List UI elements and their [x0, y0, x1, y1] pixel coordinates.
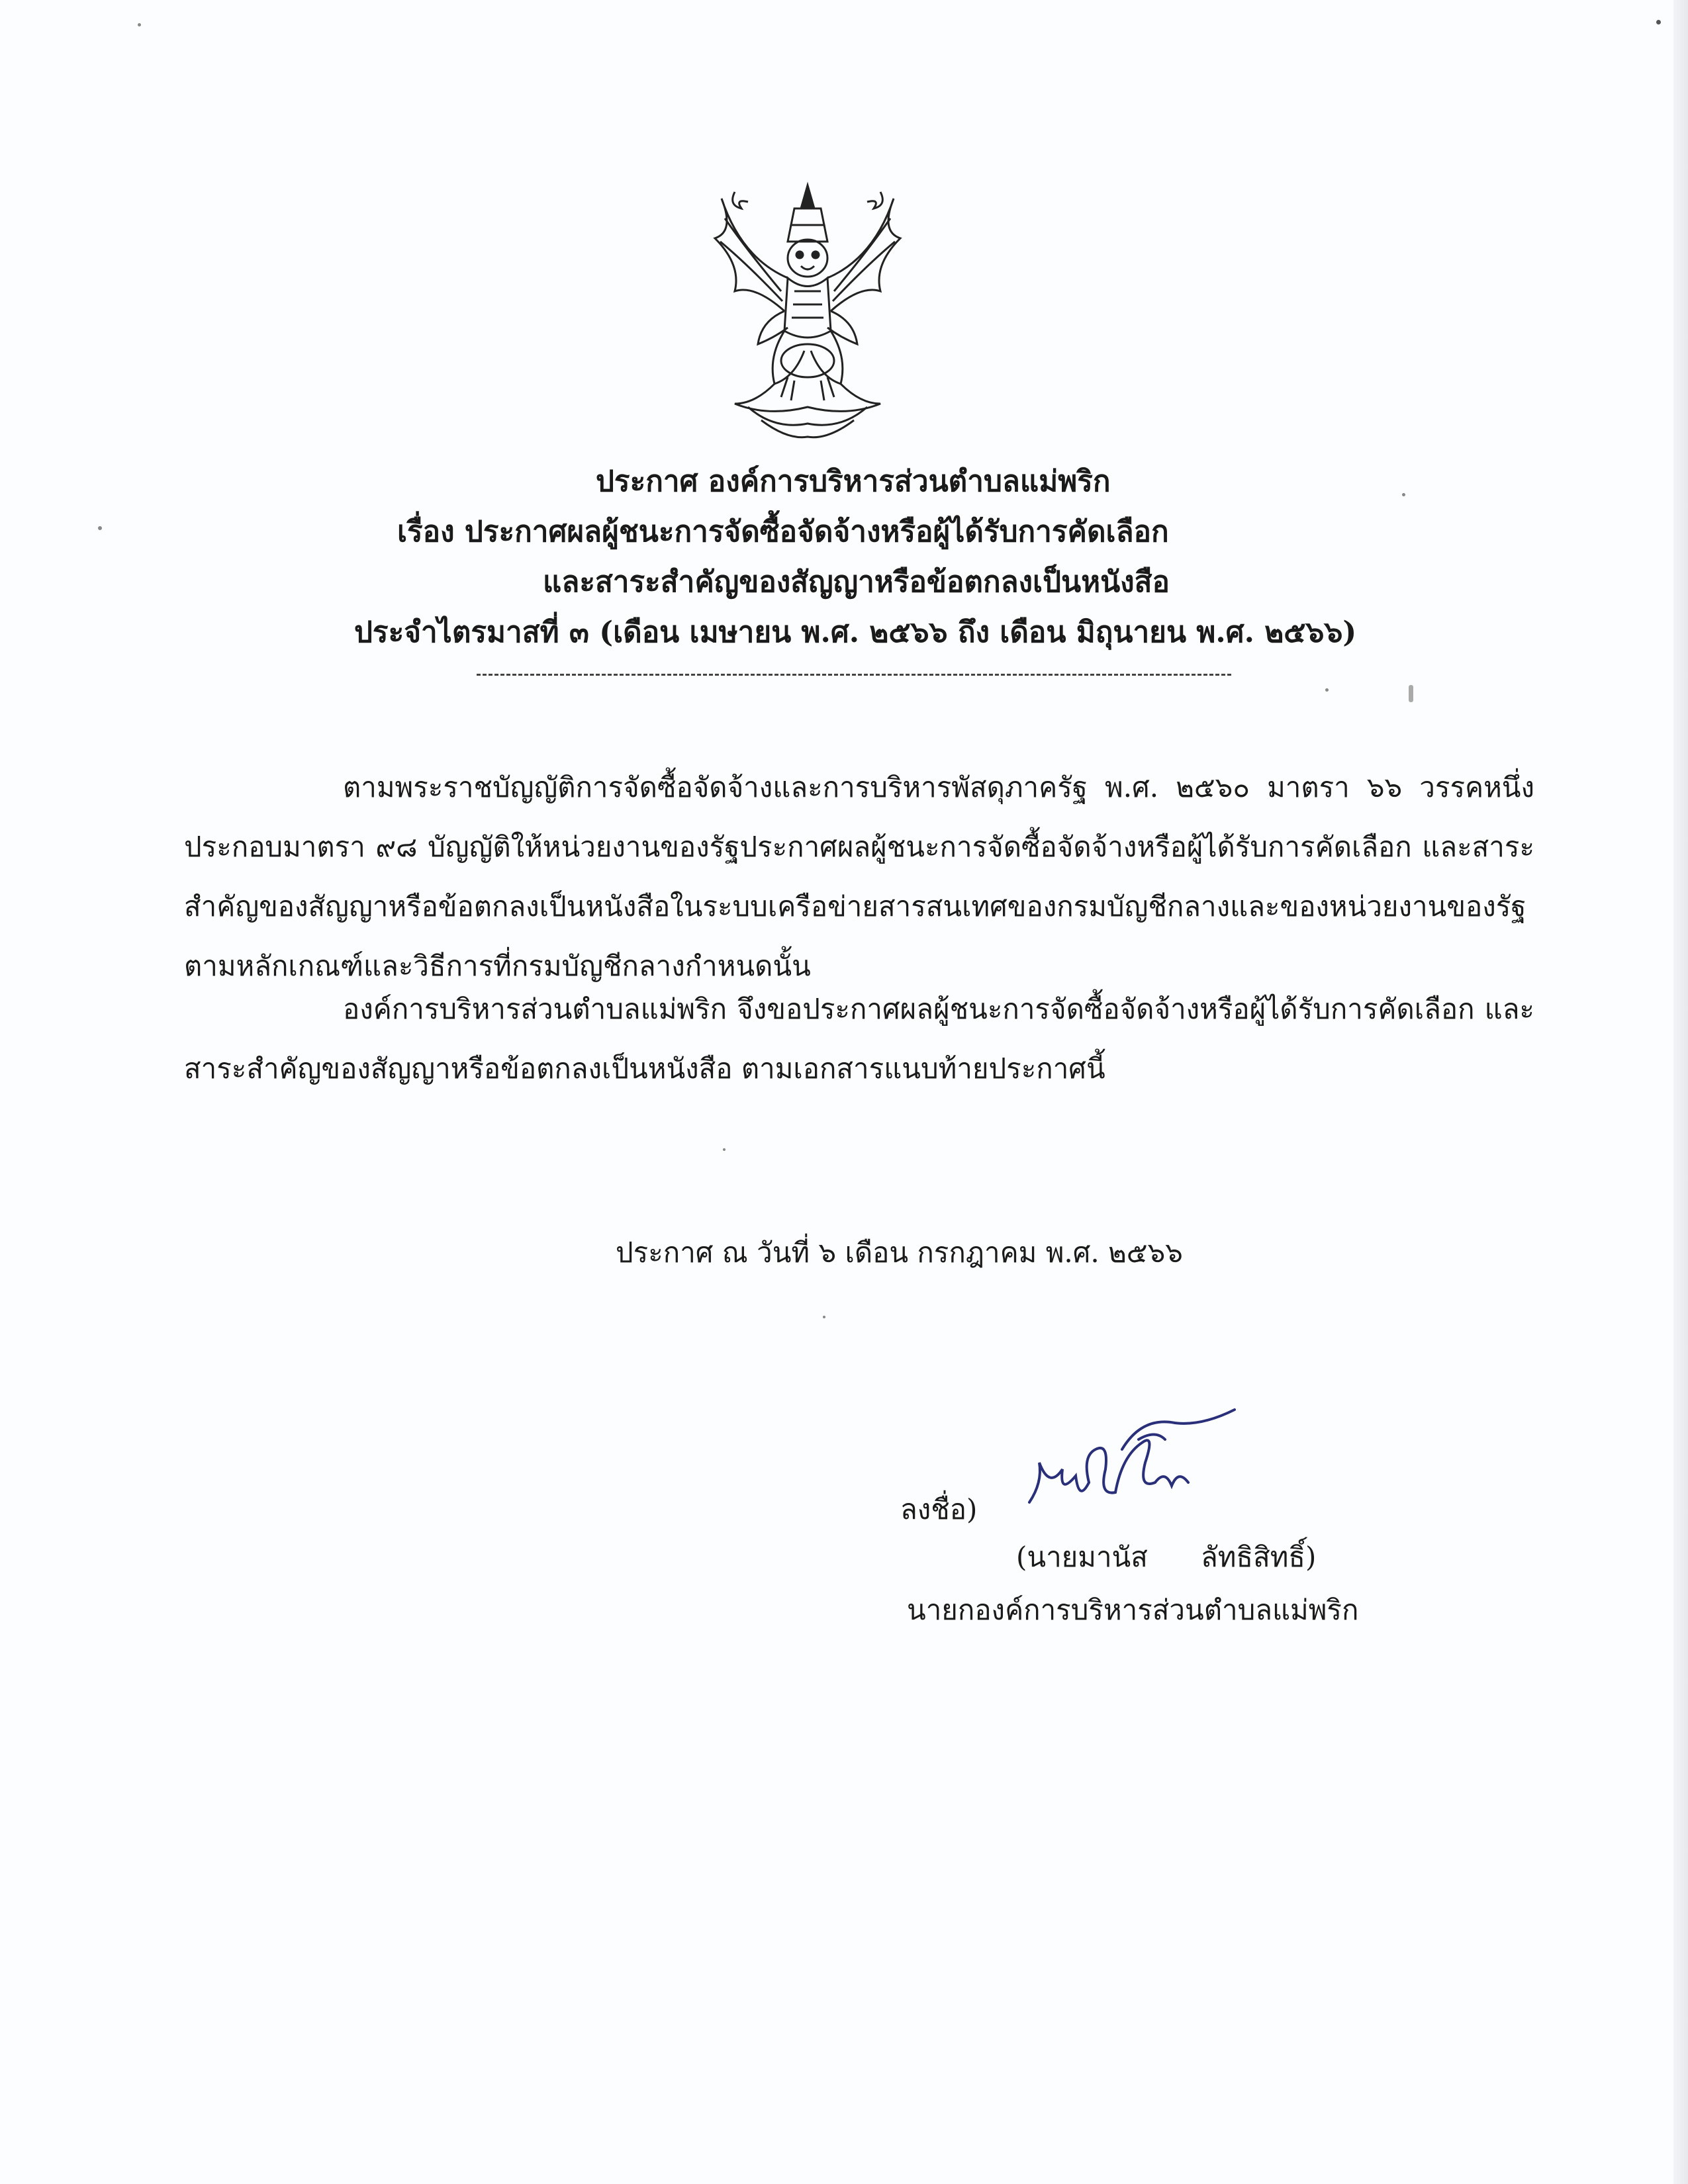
body-paragraph: องค์การบริหารส่วนตำบลแม่พริก จึงขอประกาศผลผู้ชนะการจัดซื้อจัดจ้างหรือผู้ได้รับการคัดเลือก และสาระสำคัญของสัญญาหรือข้อตกลงเป็นหนังสือ ตามเอกสารแนบท้ายประกาศนี้: [184, 993, 1534, 1085]
announcement-date: ประกาศ ณ วันที่ ๖ เดือน กรกฎาคม พ.ศ. ๒๕๖๖: [616, 1236, 1183, 1269]
scan-speck: [723, 1148, 726, 1151]
scan-speck: [1402, 493, 1405, 496]
title-line-issuer: ประกาศ องค์การบริหารส่วนตำบลแม่พริก: [596, 465, 1111, 498]
scan-edge-shade: [1673, 0, 1688, 2184]
scan-speck: [98, 526, 102, 530]
signature-image: [1023, 1403, 1241, 1516]
scan-speck: [1409, 685, 1413, 702]
title-line-subject-cont: และสาระสำคัญของสัญญาหรือข้อตกลงเป็นหนังสือ: [543, 565, 1170, 599]
signer-name: (นายมานัส ลัทธิสิทธิ์): [1016, 1541, 1317, 1573]
signer-position: นายกองค์การบริหารส่วนตำบลแม่พริก: [907, 1594, 1359, 1626]
signature-label: ลงชื่อ): [900, 1493, 978, 1525]
scan-speck: [138, 23, 141, 26]
scan-speck: [1656, 20, 1661, 24]
scan-speck: [1325, 688, 1329, 692]
garuda-emblem-icon: [695, 179, 920, 443]
title-divider: [477, 674, 1231, 676]
title-line-subject: เรื่อง ประกาศผลผู้ชนะการจัดซื้อจัดจ้างหรือผู้ได้รับการคัดเลือก: [397, 515, 1169, 549]
scan-speck: [823, 1316, 825, 1318]
body-paragraph: ตามพระราชบัญญัติการจัดซื้อจัดจ้างและการบริหารพัสดุภาครัฐ พ.ศ. ๒๕๖๐ มาตรา ๖๖ วรรคหนึ่ง ประกอบมาตรา ๙๘ บัญญัติให้หน่วยงานของรัฐประกาศผลผู้ชนะการจัดซื้อจัดจ้างหรือผู้ได้รับการคัดเลือก และสาระสำคัญของสัญญาหรือข้อตกลงเป็นหนังสือในระบบเครือข่ายสารสนเทศของกรมบัญชีกลางและของหน่วยงานของรัฐตามหลักเกณฑ์และวิธีการที่กรมบัญชีกลางกำหนดนั้น: [184, 771, 1534, 982]
title-line-quarter: ประจำไตรมาสที่ ๓ (เดือน เมษายน พ.ศ. ๒๕๖๖ ถึง เดือน มิถุนายน พ.ศ. ๒๕๖๖): [354, 615, 1357, 649]
